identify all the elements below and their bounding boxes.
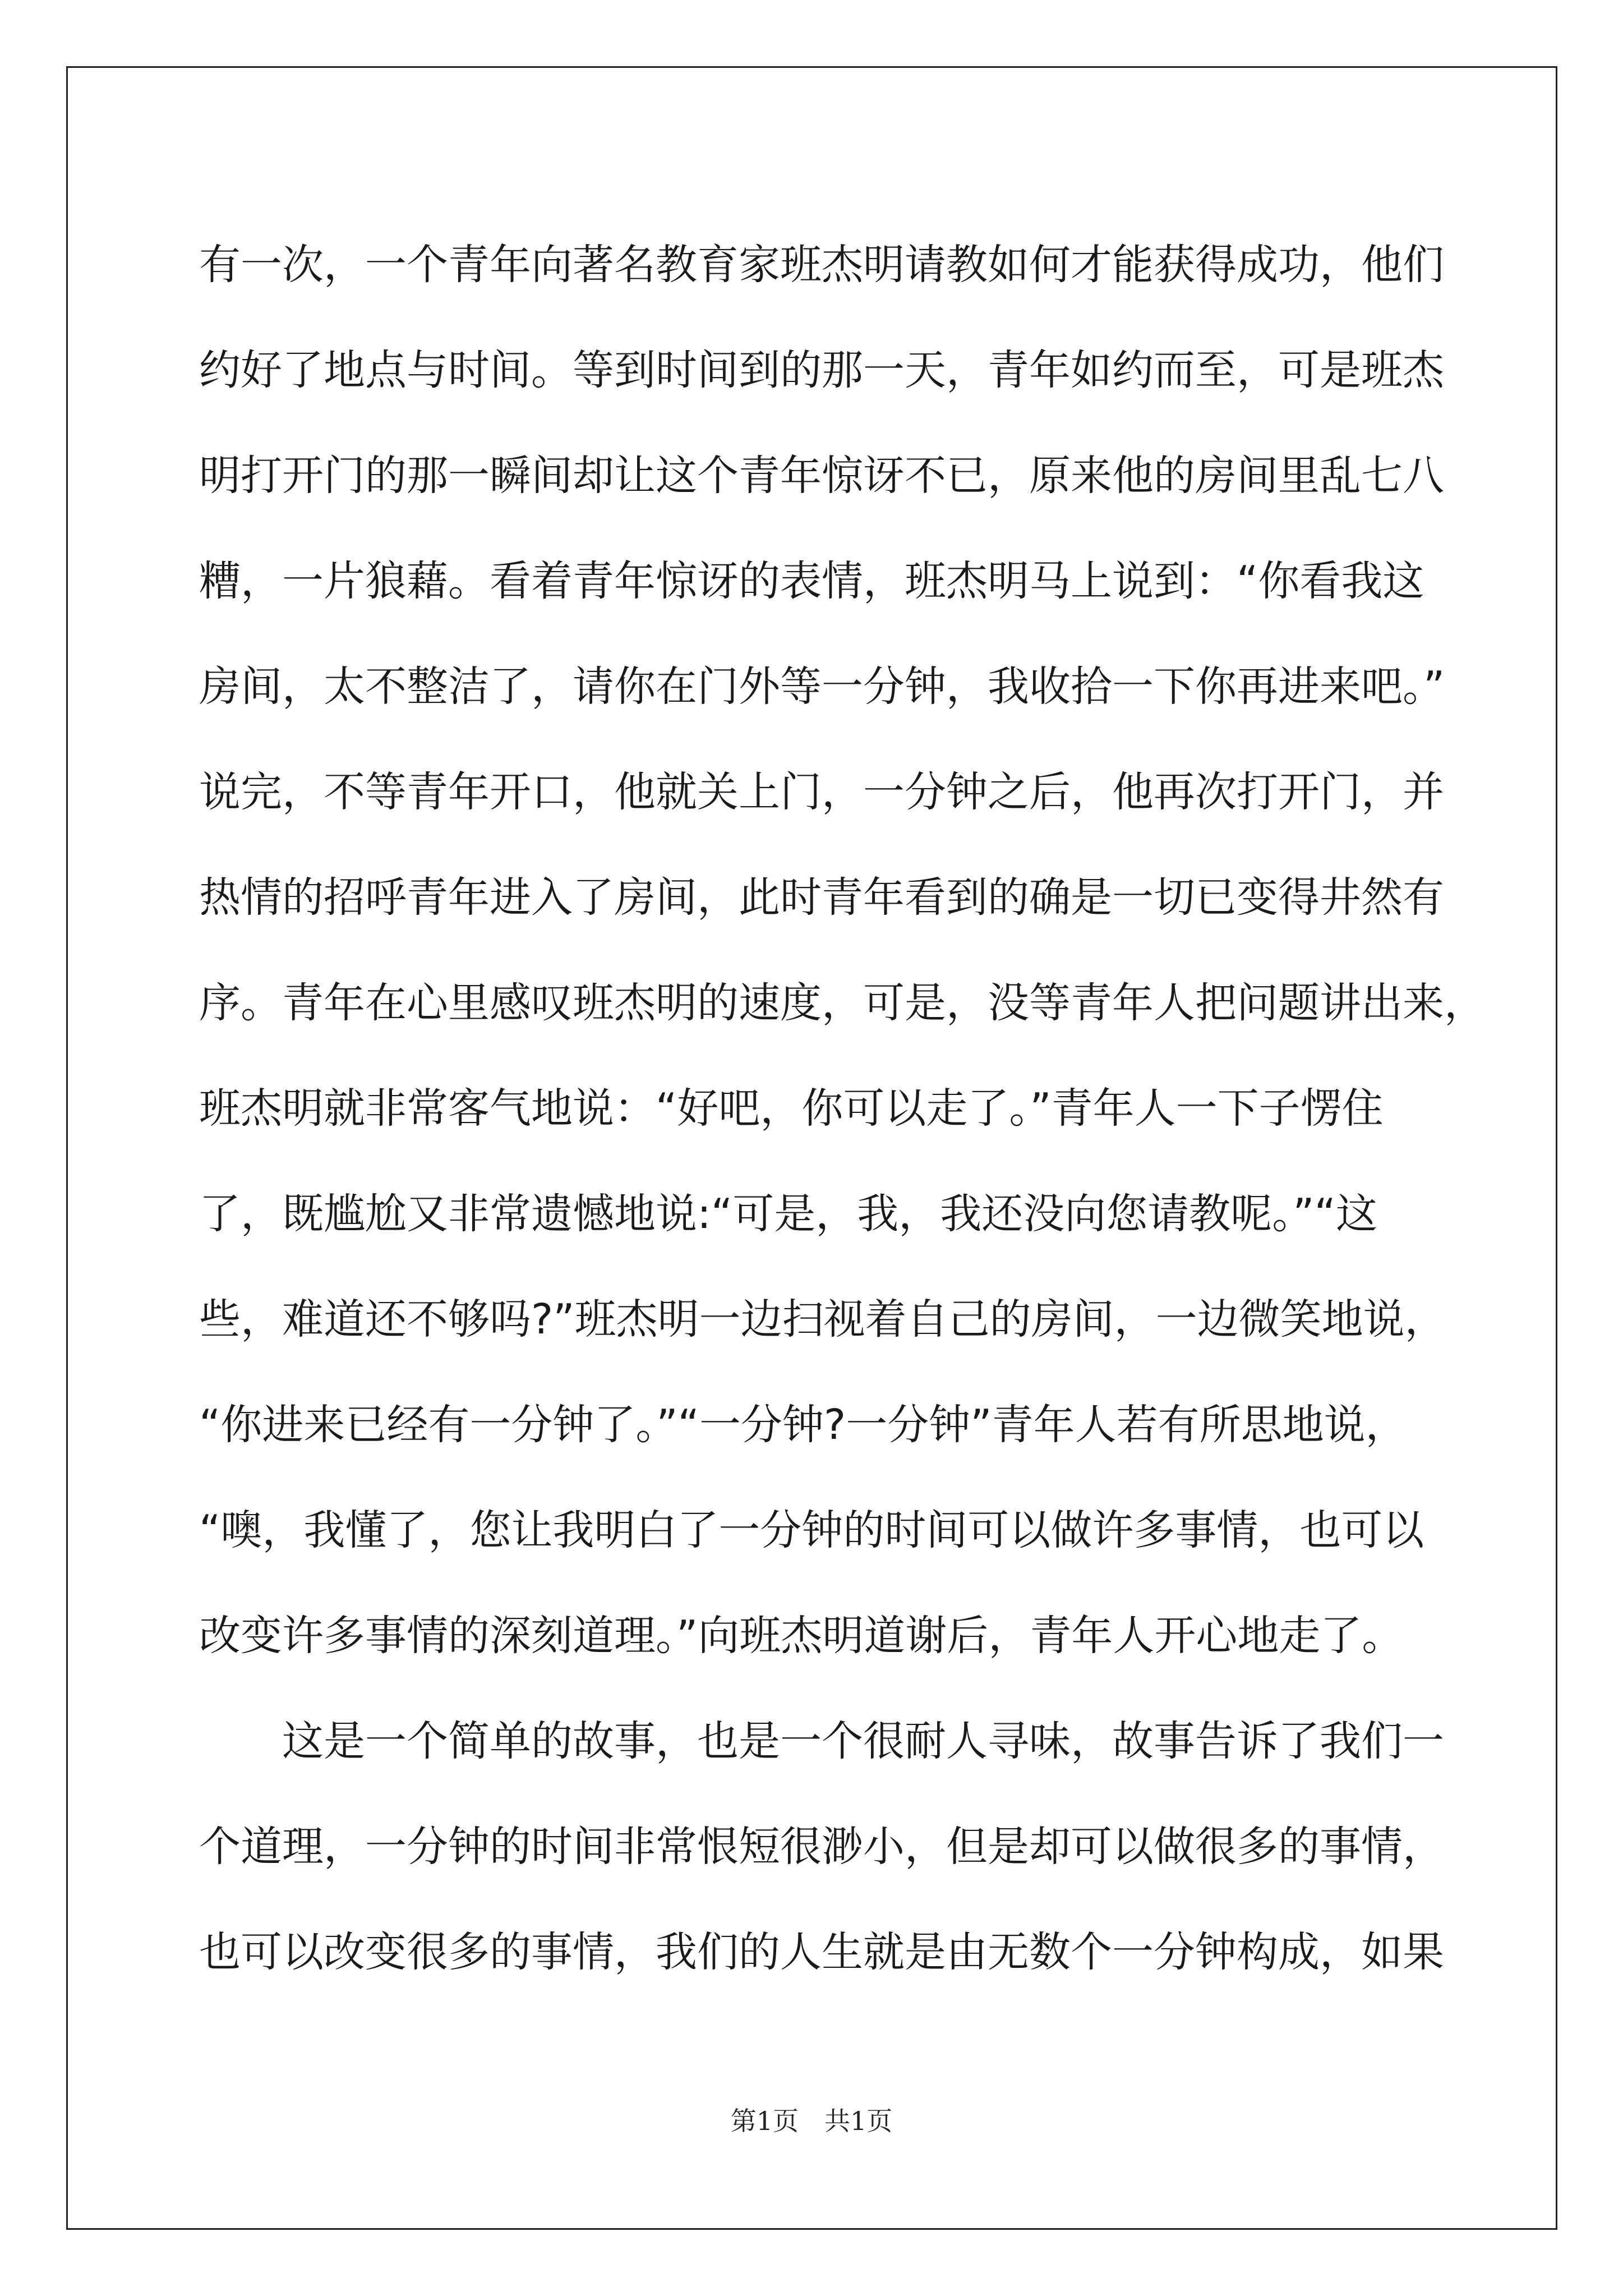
text-line: 了，既尴尬又非常遗憾地说:“可是，我，我还没向您请教呢。”“这 xyxy=(199,1190,1377,1238)
text-line: 些，难道还不够吗?”班杰明一边扫视着自己的房间，一边微笑地说， xyxy=(199,1295,1446,1343)
text-line: “你进来已经有一分钟了。”“一分钟?一分钟”青年人若有所思地说， xyxy=(199,1401,1407,1449)
text-line: 班杰明就非常客气地说：“好吧，你可以走了。”青年人一下子愣住 xyxy=(199,1084,1384,1133)
text-line: 说完，不等青年开口，他就关上门，一分钟之后，他再次打开门，并 xyxy=(199,768,1444,816)
text-line: 明打开门的那一瞬间却让这个青年惊讶不已，原来他的房间里乱七八 xyxy=(199,452,1444,500)
text-line: 有一次，一个青年向著名教育家班杰明请教如何才能获得成功，他们 xyxy=(199,241,1444,289)
text-line: 序。青年在心里感叹班杰明的速度，可是，没等青年人把问题讲出来， xyxy=(199,979,1486,1027)
body-text xyxy=(199,212,1486,2005)
text-line: 个道理，一分钟的时间非常恨短很渺小，但是却可以做很多的事情， xyxy=(199,1823,1444,1871)
text-line: 热情的招呼青年进入了房间，此时青年看到的确是一切已变得井然有 xyxy=(199,873,1444,922)
text-line: “噢，我懂了，您让我明白了一分钟的时间可以做许多事情，也可以 xyxy=(199,1506,1424,1554)
text-line: 也可以改变很多的事情，我们的人生就是由无数个一分钟构成，如果 xyxy=(199,1928,1444,1976)
text-line: 这是一个简单的故事，也是一个很耐人寻味，故事告诉了我们一 xyxy=(199,1717,1444,1765)
text-line: 房间，太不整洁了，请你在门外等一分钟，我收拾一下你再进来吧。” xyxy=(199,662,1445,711)
text-line: 糟，一片狼藉。看着青年惊讶的表情，班杰明马上说到：“你看我这 xyxy=(199,557,1424,605)
text-line: 改变许多事情的深刻道理。”向班杰明道谢后，青年人开心地走了。 xyxy=(199,1612,1404,1660)
text-line: 约好了地点与时间。等到时间到的那一天，青年如约而至，可是班杰 xyxy=(199,346,1444,394)
page-footer: 第1页 共1页 xyxy=(730,2106,893,2136)
